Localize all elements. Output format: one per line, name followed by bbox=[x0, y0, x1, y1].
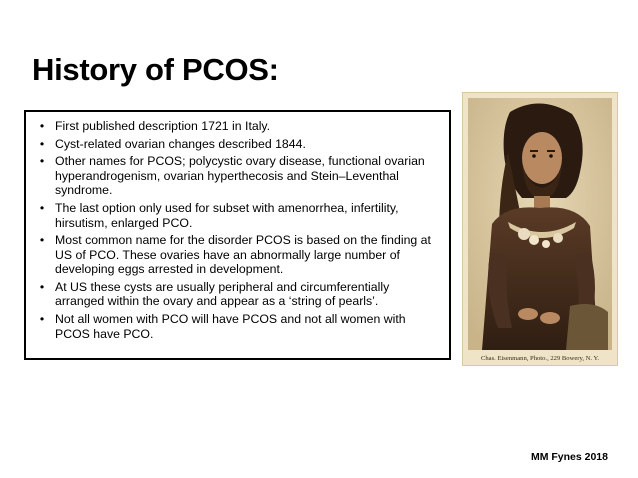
list-item bbox=[29, 312, 441, 341]
bullet-dot: • bbox=[39, 136, 45, 151]
list-item bbox=[29, 201, 441, 230]
slide-title: History of PCOS: bbox=[32, 52, 279, 87]
bullet-text: Most common name for the disorder PCOS is based on the finding at US of PCO. These ovaries have an abnormally large number of developing eggs arrested in development. bbox=[55, 233, 431, 277]
list-item bbox=[29, 119, 441, 134]
bullet-text: The last option only used for subset with amenorrhea, infertility, hirsutism, enlarged PCO. bbox=[55, 201, 399, 230]
footer-credit: MM Fynes 2018 bbox=[530, 451, 608, 463]
bullet-list bbox=[29, 119, 441, 341]
bullet-dot: • bbox=[39, 154, 45, 169]
list-item bbox=[29, 137, 441, 152]
bullet-dot: • bbox=[39, 233, 45, 248]
list-item bbox=[29, 280, 441, 309]
bullet-dot: • bbox=[39, 201, 45, 216]
bullet-dot: • bbox=[39, 312, 45, 327]
bullet-text: Other names for PCOS; polycystic ovary disease, functional ovarian hyperandrogenism, ovarian hyperthecosis and Stein–Leventhal syndrome. bbox=[55, 154, 425, 198]
historical-photo bbox=[462, 92, 618, 366]
bullet-dot: • bbox=[39, 119, 45, 133]
bullet-text: Cyst-related ovarian changes described 1844. bbox=[55, 136, 306, 151]
list-item bbox=[29, 154, 441, 198]
portrait-illustration bbox=[462, 92, 618, 366]
list-item bbox=[29, 233, 441, 277]
bullet-dot: • bbox=[39, 279, 45, 294]
bullet-text: Not all women with PCO will have PCOS and not all women with PCOS have PCO. bbox=[55, 312, 406, 341]
bullet-box bbox=[24, 110, 451, 360]
bullet-text: First published description 1721 in Italy. bbox=[55, 119, 271, 133]
photo-credit: Chas. Eisenmann, Photo., 229 Bowery, N. Y. bbox=[480, 355, 600, 362]
bullet-text: At US these cysts are usually peripheral and circumferentially arranged within the ovary and appear as a ‘string of pearls’. bbox=[55, 279, 390, 309]
